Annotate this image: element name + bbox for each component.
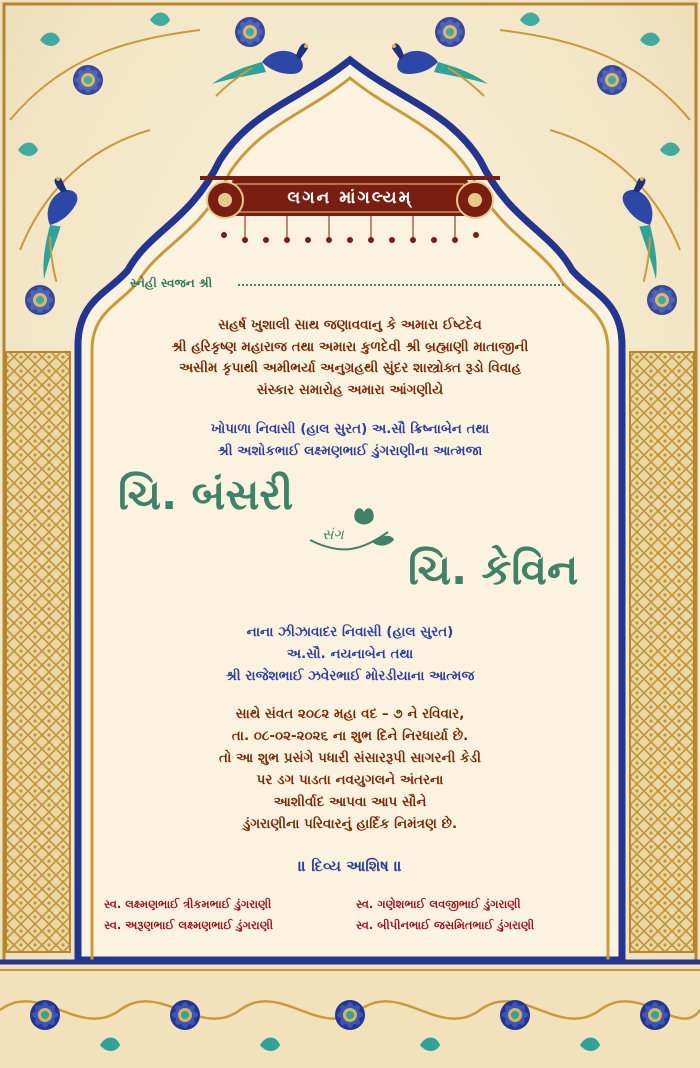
banner-wheel-icon — [207, 182, 243, 218]
blessings-title: ॥ દિવ્ય આશિષ ॥ — [298, 857, 402, 875]
banner-title: લગન માંગલ્યમ્ — [287, 188, 413, 208]
peacock-icon — [598, 176, 692, 285]
blessing-name: સ્વ. અરૂણભાઈ લક્ષ્મણભાઈ ડુંગરાણી — [104, 918, 274, 932]
intro-text — [0, 315, 700, 401]
peacock-icon — [392, 43, 488, 96]
peacock-icon — [9, 176, 103, 285]
banner-wheel-icon — [457, 182, 493, 218]
ceremony-details — [0, 703, 700, 835]
intro-line: અસીમ કૃપાથી અમીભર્યા અનુગ્રહથી સુંદર શાસ્ત્રોક્ત રૂડો વિવાહ — [178, 360, 522, 376]
groom-parents-line: શ્રી રાજેશભાઈ ઝવેરભાઈ મોરડીયાના આત્મજ — [225, 668, 475, 684]
details-line: આશીર્વાદ આપવા આપ સૌને — [273, 794, 427, 810]
bride-parents-line: શ્રી અશોકભાઈ લક્ષ્મણભાઈ ડુંગરાણીના આત્મજા — [217, 443, 483, 459]
details-line: તો આ શુભ પ્રસંગે પધારી સંસારરૂપી સાગરની કેડી — [219, 750, 481, 766]
details-line: ડુંગરાણીના પરિવારનું હાર્દિક નિમંત્રણ છે. — [242, 816, 458, 832]
bride-parents — [0, 418, 700, 462]
groom-parents — [0, 621, 700, 687]
groom-parents-line: નાના ઝીઝાવાદર નિવાસી (હાલ સુરત) — [246, 624, 454, 640]
blessing-name: સ્વ. બીપીનભાઈ જસમિતભાઈ ડુંગરાણી — [356, 918, 535, 932]
couple-connector: સંગ — [322, 527, 344, 543]
intro-line: સંસ્કાર સમારોહ અમારા આંગણીયે — [256, 381, 444, 398]
blessing-name: સ્વ. ગણેશભાઈ લવજીભાઈ ડુંગરાણી — [356, 897, 521, 911]
intro-line: શ્રી હરિકૃષ્ણ મહારાજ તથા અમારા કુળદેવી શ્રી બ્રહ્માણી માતાજીની — [171, 338, 529, 355]
bride-parents-line: ખોપાળા નિવાસી (હાલ સુરત) અ.સૌ ક્રિષ્નાબેન તથા — [210, 421, 490, 437]
peacock-icon — [212, 43, 308, 96]
blessing-name: સ્વ. લક્ષ્મણભાઈ ત્રીકમભાઈ ડુંગરાણી — [104, 897, 272, 911]
salutation-dotted-line — [238, 284, 564, 286]
groom-parents-line: અ.સૌ. નયનાબેન તથા — [286, 646, 414, 662]
details-line: પર ડગ પાડતા નવયુગલને અંતરના — [256, 772, 444, 788]
groom-name: ચિ. કેવિન — [408, 545, 579, 594]
salutation-label: સ્નેહી સ્વજન શ્રી — [130, 276, 213, 290]
details-line: તા. ૦૮-૦૨-૨૦૨૬ ના શુભ દિને નિરધાર્યા છે. — [231, 728, 469, 744]
bride-name: ચિ. બંસરી — [118, 470, 294, 519]
intro-line: સહર્ષ ખુશાલી સાથ જણાવવાનુ કે અમારા ઈષ્ટદેવ — [218, 317, 482, 333]
details-line: સાથે સંવત ૨૦૮૨ મહા વદ – ૭ ને રવિવાર, — [235, 706, 465, 722]
